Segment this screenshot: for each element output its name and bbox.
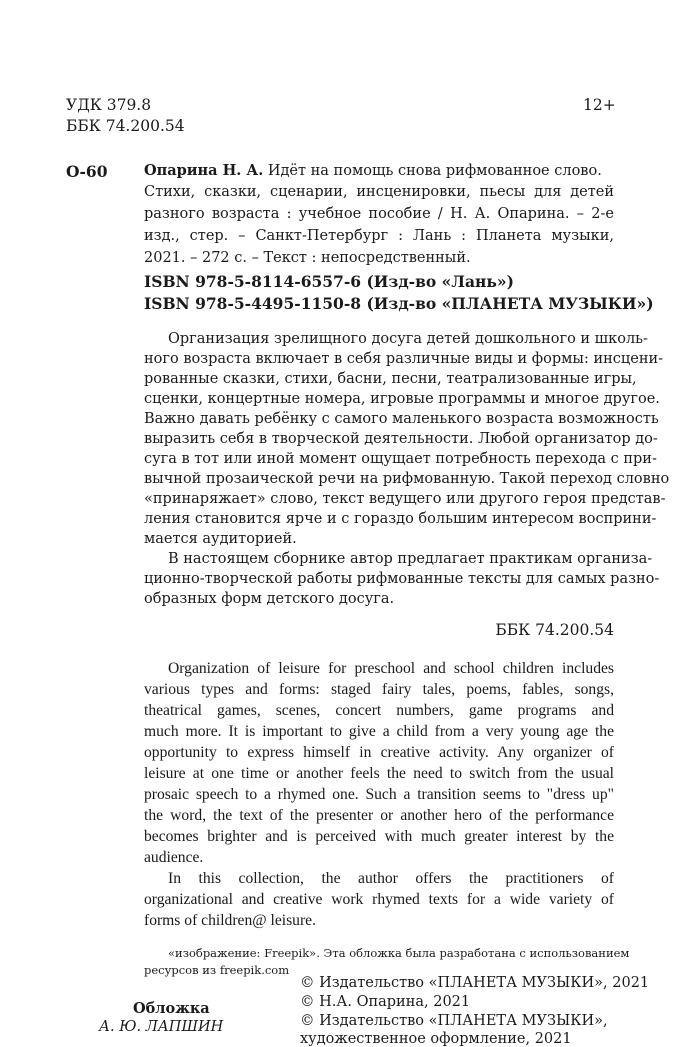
- abstract-en-line: theatrical games, scenes, concert numbers, game programs and: [144, 702, 614, 719]
- isbn-publisher: (Изд-во «ПЛАНЕТА МУЗЫКИ»): [366, 294, 654, 313]
- abstract-en-line: In this collection, the author offers the practitioners of: [168, 870, 614, 887]
- bib-line-3: разного возраста : учебное пособие / Н. А. Опарина. – 2-е: [144, 206, 614, 222]
- bbk-code-mid: ББК 74.200.54: [495, 621, 614, 639]
- bbk-code-top: ББК 74.200.54: [66, 117, 185, 135]
- abstract-en-line: Organization of leisure for preschool and school children includes: [168, 660, 614, 677]
- bib-line-5: 2021. – 272 с. – Текст : непосредственный.: [144, 250, 471, 266]
- author-mark: О-60: [66, 162, 108, 181]
- abstract-ru-line: ционно-творческой работы рифмованные тексты для самых разно-: [144, 571, 660, 587]
- bib-line-1: [144, 162, 614, 179]
- abstract-ru-line: «принаряжает» слово, текст ведущего или другого героя представ-: [144, 491, 666, 507]
- isbn-code: ISBN 978-5-4495-1150-8: [144, 294, 362, 313]
- abstract-en-line: opportunity to express himself in creative activity. Any organizer of: [144, 744, 614, 761]
- image-credit-line: «изображение: Freepik». Эта обложка была разработана с использованием: [168, 946, 630, 960]
- abstract-en-line: forms of children@ leisure.: [144, 912, 316, 929]
- abstract-en-line: audience.: [144, 849, 204, 866]
- abstract-ru-line: суга в тот или иной момент ощущает потребность перехода с при-: [144, 451, 657, 467]
- isbn-publisher: (Изд-во «Лань»): [366, 272, 514, 291]
- copyright-line: художественное оформление, 2021: [300, 1031, 572, 1047]
- abstract-ru-line: В настоящем сборнике автор предлагает практикам организа-: [168, 551, 653, 567]
- isbn-code: ISBN 978-5-8114-6557-6: [144, 272, 362, 291]
- abstract-en-line: leisure at one time or another feels the need to switch from the usual: [144, 765, 614, 782]
- abstract-ru-line: Важно давать ребёнку с самого маленького возраста возможность: [144, 411, 659, 427]
- abstract-en-line: becomes brighter and is perceived with much greater interest by the: [144, 828, 614, 845]
- bib-title: Идёт на помощь снова рифмованное слово.: [263, 163, 602, 179]
- copyright-line: © Н.А. Опарина, 2021: [300, 994, 471, 1010]
- abstract-ru-line: выразить себя в творческой деятельности. Любой организатор до-: [144, 431, 658, 447]
- isbn-line-1: [144, 272, 514, 291]
- abstract-en-line: much more. It is important to give a child from a very young age the: [144, 723, 614, 740]
- isbn-line-2: [144, 294, 654, 313]
- copyright-line: © Издательство «ПЛАНЕТА МУЗЫКИ», 2021: [300, 975, 650, 991]
- abstract-en-line: prosaic speech to a rhymed one. Such a transition seems to "dress up": [144, 786, 614, 803]
- abstract-ru-line: Организация зрелищного досуга детей дошкольного и школь-: [168, 331, 648, 347]
- abstract-en-line: the word, the text of the presenter or another hero of the performance: [144, 807, 614, 824]
- abstract-ru-line: мается аудиторией.: [144, 531, 297, 547]
- abstract-ru-line: вычной прозаической речи на рифмованную. Такой переход словно: [144, 471, 670, 487]
- udc-code: УДК 379.8: [66, 96, 152, 114]
- abstract-en-line: organizational and creative work rhymed texts for a wide variety of: [144, 891, 614, 908]
- abstract-ru-line: образных форм детского досуга.: [144, 591, 395, 607]
- bib-author: Опарина Н. А.: [144, 162, 264, 179]
- cover-artist: А. Ю. ЛАПШИН: [99, 1019, 224, 1035]
- abstract-ru-line: ления становится ярче и с гораздо большим интересом восприни-: [144, 511, 657, 527]
- copyright-line: © Издательство «ПЛАНЕТА МУЗЫКИ»,: [300, 1013, 608, 1029]
- abstract-ru-line: рованные сказки, стихи, басни, песни, театрализованные игры,: [144, 371, 637, 387]
- abstract-en-line: various types and forms: staged fairy tales, poems, fables, songs,: [144, 681, 614, 698]
- age-rating: 12+: [583, 96, 616, 114]
- abstract-ru-line: ного возраста включает в себя различные виды и формы: инсцени-: [144, 351, 664, 367]
- bib-line-2: Стихи, сказки, сценарии, инсценировки, пьесы для детей: [144, 184, 614, 200]
- bib-line-4: изд., стер. – Санкт-Петербург : Лань : Планета музыки,: [144, 228, 614, 244]
- cover-label: Обложка: [133, 1000, 210, 1017]
- image-credit-line: ресурсов из freepik.com: [144, 963, 290, 977]
- abstract-ru-line: сценки, концертные номера, игровые программы и многое другое.: [144, 391, 660, 407]
